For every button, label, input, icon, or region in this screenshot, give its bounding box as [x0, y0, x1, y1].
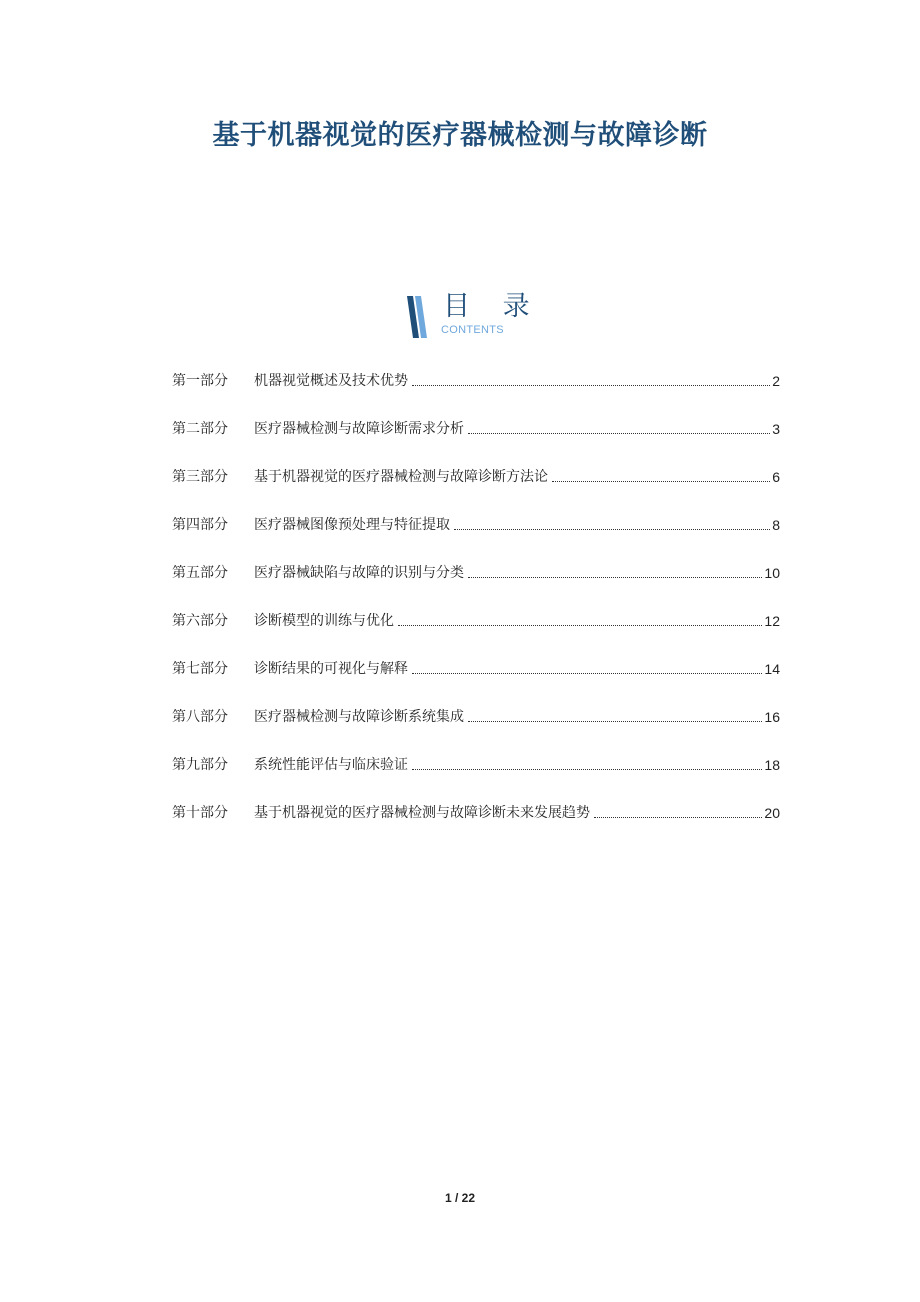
toc-entry-page: 3 [772, 421, 780, 437]
toc-entry-leader [468, 721, 762, 722]
toc-entry-title: 基于机器视觉的医疗器械检测与故障诊断方法论 [254, 469, 548, 485]
toc-entry-leader [398, 625, 762, 626]
toc-entry-page: 20 [764, 805, 780, 821]
toc-entry-leader [468, 433, 770, 434]
toc-entry-page: 14 [764, 661, 780, 677]
toc-entry-page: 16 [764, 709, 780, 725]
toc-entry-3[interactable] [172, 458, 780, 506]
toc-entry-part: 第三部分 [172, 469, 228, 485]
toc-bookmark-icon [405, 296, 431, 338]
toc-heading: 目 录 [443, 291, 542, 322]
toc-entry-8[interactable] [172, 698, 780, 746]
toc-entry-6[interactable] [172, 602, 780, 650]
toc-entry-7[interactable] [172, 650, 780, 698]
toc-entry-leader [454, 529, 770, 530]
toc-entry-leader [594, 817, 762, 818]
toc-entry-part: 第二部分 [172, 421, 228, 437]
toc-entry-part: 第四部分 [172, 517, 228, 533]
toc-entry-page: 18 [764, 757, 780, 773]
toc-entry-leader [468, 577, 762, 578]
toc-entry-5[interactable] [172, 554, 780, 602]
toc-entry-part: 第十部分 [172, 805, 228, 821]
toc-list [172, 362, 780, 842]
toc-entry-leader [552, 481, 770, 482]
toc-entry-9[interactable] [172, 746, 780, 794]
toc-entry-part: 第一部分 [172, 373, 228, 389]
toc-entry-title: 诊断模型的训练与优化 [254, 613, 394, 629]
toc-entry-leader [412, 769, 762, 770]
toc-entry-page: 8 [772, 517, 780, 533]
toc-entry-part: 第九部分 [172, 757, 228, 773]
toc-entry-page: 6 [772, 469, 780, 485]
toc-entry-2[interactable] [172, 410, 780, 458]
toc-entry-title: 医疗器械检测与故障诊断系统集成 [254, 709, 464, 725]
toc-entry-title: 医疗器械图像预处理与特征提取 [254, 517, 450, 533]
toc-entry-page: 12 [764, 613, 780, 629]
toc-subheading: CONTENTS [441, 324, 504, 336]
toc-entry-part: 第六部分 [172, 613, 228, 629]
toc-entry-part: 第八部分 [172, 709, 228, 725]
toc-entry-part: 第七部分 [172, 661, 228, 677]
toc-entry-title: 医疗器械缺陷与故障的识别与分类 [254, 565, 464, 581]
toc-entry-10[interactable] [172, 794, 780, 842]
toc-entry-title: 诊断结果的可视化与解释 [254, 661, 408, 677]
toc-entry-page: 2 [772, 373, 780, 389]
toc-entry-title: 基于机器视觉的医疗器械检测与故障诊断未来发展趋势 [254, 805, 590, 821]
toc-entry-title: 机器视觉概述及技术优势 [254, 373, 408, 389]
toc-entry-title: 系统性能评估与临床验证 [254, 757, 408, 773]
page-number: 1 / 22 [444, 1191, 476, 1205]
toc-entry-1[interactable] [172, 362, 780, 410]
toc-entry-title: 医疗器械检测与故障诊断需求分析 [254, 421, 464, 437]
toc-entry-4[interactable] [172, 506, 780, 554]
toc-header [405, 291, 545, 342]
toc-entry-leader [412, 673, 762, 674]
toc-entry-part: 第五部分 [172, 565, 228, 581]
document-title: 基于机器视觉的医疗器械检测与故障诊断 [212, 120, 708, 151]
toc-entry-page: 10 [764, 565, 780, 581]
toc-entry-leader [412, 385, 770, 386]
